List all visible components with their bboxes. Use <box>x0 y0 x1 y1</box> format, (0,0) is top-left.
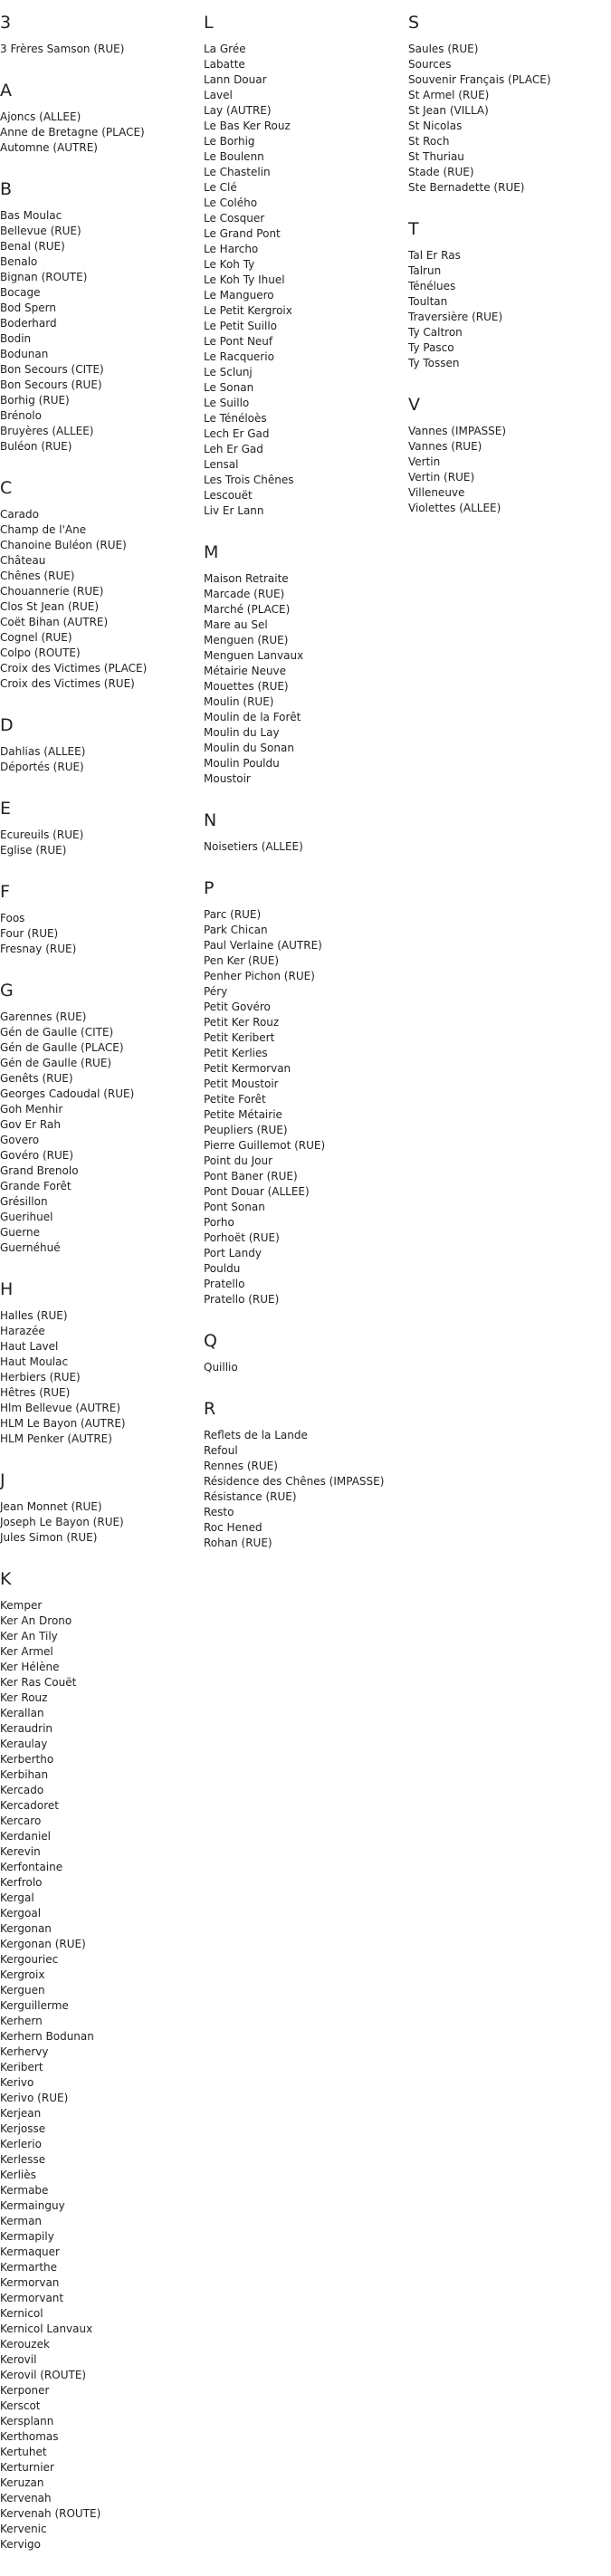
street-item: Kercadoret <box>0 1799 59 1812</box>
section-letter: F <box>0 882 10 902</box>
street-item: Ker Rouz <box>0 1691 48 1704</box>
street-item: Four (RUE) <box>0 927 59 940</box>
street-item: Kergonan <box>0 1922 52 1935</box>
street-item: Le Sonan <box>204 381 254 394</box>
street-item: Le Borhig <box>204 135 255 148</box>
street-item: Moulin (RUE) <box>204 695 274 708</box>
street-item: Bon Secours (CITE) <box>0 363 104 376</box>
street-item: Keruzan <box>0 2476 44 2489</box>
street-item: Métairie Neuve <box>204 665 287 677</box>
street-item: Lech Er Gad <box>204 427 270 440</box>
index-column-2 <box>204 13 405 1575</box>
letter-section <box>0 179 201 455</box>
street-item: Moustoir <box>204 772 251 785</box>
street-item: Kerlesse <box>0 2153 46 2166</box>
street-list <box>0 42 201 57</box>
street-item: Jean Monnet (RUE) <box>0 1500 102 1513</box>
street-item: Lann Douar <box>204 73 267 86</box>
street-item: Kerhervy <box>0 2045 49 2058</box>
street-item: Le Petit Kergroix <box>204 304 292 317</box>
street-item: Le Bas Ker Rouz <box>204 120 291 132</box>
street-item: Kermorvan <box>0 2276 60 2289</box>
street-item: Noisetiers (ALLEE) <box>204 840 303 853</box>
street-item: Pen Ker (RUE) <box>204 954 280 967</box>
letter-section <box>204 810 405 855</box>
street-item: Kerfrolo <box>0 1876 43 1889</box>
street-item: Haut Moulac <box>0 1355 69 1368</box>
street-item: Harazée <box>0 1325 45 1337</box>
street-item: Kerivo (RUE) <box>0 2092 69 2104</box>
street-item: Le Koh Ty Ihuel <box>204 273 285 286</box>
street-item: Croix des Victimes (PLACE) <box>0 662 148 675</box>
letter-section <box>204 1331 405 1375</box>
street-item: Brénolo <box>0 409 42 422</box>
street-item: Keraudrin <box>0 1722 53 1735</box>
street-list <box>0 110 201 156</box>
street-item: Kervenah <box>0 2492 52 2504</box>
street-item: Lensal <box>204 458 239 471</box>
street-item: Park Chican <box>204 924 268 936</box>
street-item: Guerihuel <box>0 1211 53 1223</box>
street-item: Le Suillo <box>204 397 250 409</box>
street-item: Leh Er Gad <box>204 443 263 455</box>
street-item: Bas Moulac <box>0 209 62 222</box>
street-item: Ty Tossen <box>408 357 460 369</box>
street-item: Petite Métairie <box>204 1108 282 1121</box>
street-item: Sources <box>408 58 452 71</box>
street-item: Kernicol Lanvaux <box>0 2322 93 2335</box>
street-item: Stade (RUE) <box>408 166 474 178</box>
street-list <box>204 1360 405 1375</box>
street-item: Reflets de la Lande <box>204 1429 308 1441</box>
section-letter: E <box>0 799 12 819</box>
street-item: Kerjosse <box>0 2122 46 2135</box>
street-item: Pont Baner (RUE) <box>204 1170 298 1183</box>
street-item: Kerlerio <box>0 2138 42 2150</box>
letter-section <box>0 13 201 57</box>
street-list <box>0 828 201 858</box>
street-item: Bodin <box>0 332 32 345</box>
street-item: Kercaro <box>0 1815 42 1827</box>
street-item: HLM Penker (AUTRE) <box>0 1432 112 1445</box>
street-item: Kerman <box>0 2215 43 2227</box>
street-item: Petit Kerlies <box>204 1047 268 1059</box>
street-item: Bon Secours (RUE) <box>0 378 102 391</box>
street-item: Kermaquer <box>0 2246 60 2258</box>
section-letter: B <box>0 179 13 199</box>
street-item: Pouldu <box>204 1262 241 1275</box>
street-item: Automne (AUTRE) <box>0 141 98 154</box>
street-item: Halles (RUE) <box>0 1309 68 1322</box>
street-item: Lavel <box>204 89 233 101</box>
street-item: Eglise (RUE) <box>0 844 67 857</box>
street-item: Le Ténéloès <box>204 412 267 425</box>
street-item: St Armel (RUE) <box>408 89 490 101</box>
street-item: Kervenah (ROUTE) <box>0 2507 101 2520</box>
street-item: Pont Sonan <box>204 1201 265 1213</box>
street-item: Buléon (RUE) <box>0 440 72 453</box>
street-list <box>0 507 201 692</box>
street-item: Résistance (RUE) <box>204 1490 297 1503</box>
street-item: Petit Kermorvan <box>204 1062 291 1075</box>
street-item: Le Sclunj <box>204 366 253 378</box>
street-item: Pratello <box>204 1278 245 1290</box>
street-item: Kermainguy <box>0 2199 65 2212</box>
street-item: La Grée <box>204 43 246 55</box>
street-item: Toultan <box>408 295 448 308</box>
street-item: Villeneuve <box>408 486 465 499</box>
letter-section <box>0 799 201 858</box>
street-item: Vannes (RUE) <box>408 440 482 453</box>
section-letter: D <box>0 715 14 735</box>
letter-section <box>0 715 201 775</box>
street-item: Kernicol <box>0 2307 43 2320</box>
street-item: Kergoal <box>0 1907 42 1920</box>
street-item: Kerscot <box>0 2399 41 2412</box>
street-item: 3 Frères Samson (RUE) <box>0 43 125 55</box>
street-item: Grande Forêt <box>0 1180 72 1192</box>
street-item: Le Harcho <box>204 243 259 255</box>
street-item: Kerhern <box>0 2015 43 2027</box>
street-item: Croix des Victimes (RUE) <box>0 677 135 690</box>
street-item: Ty Pasco <box>408 341 454 354</box>
letter-section <box>204 1399 405 1551</box>
street-item: Traversière (RUE) <box>408 311 503 323</box>
letter-section <box>408 219 609 371</box>
street-item: Kemper <box>0 1599 43 1612</box>
letter-section <box>0 81 201 156</box>
street-item: Violettes (ALLEE) <box>408 502 501 514</box>
index-column-1 <box>0 13 201 2576</box>
street-item: Kerallan <box>0 1707 44 1719</box>
section-letter: P <box>204 878 215 898</box>
section-letter: S <box>408 13 420 33</box>
section-letter: G <box>0 981 14 1001</box>
street-item: Parc (RUE) <box>204 908 262 921</box>
street-item: Kerbihan <box>0 1768 49 1781</box>
street-item: Liv Er Lann <box>204 504 264 517</box>
letter-section <box>204 13 405 519</box>
street-item: Keraulay <box>0 1738 48 1750</box>
street-item: Le Grand Pont <box>204 227 281 240</box>
street-item: Kertuhet <box>0 2446 47 2458</box>
street-item: Pratello (RUE) <box>204 1293 280 1306</box>
street-item: Champ de l'Ane <box>0 523 87 536</box>
street-item: Bellevue (RUE) <box>0 225 81 237</box>
street-item: Rennes (RUE) <box>204 1460 278 1472</box>
section-letter: R <box>204 1399 216 1419</box>
street-list <box>204 907 405 1307</box>
street-item: Le Colého <box>204 196 258 209</box>
street-item: Petit Govéro <box>204 1001 271 1013</box>
street-item: Maison Retraite <box>204 572 289 585</box>
street-item: Talrun <box>408 264 442 277</box>
letter-section <box>0 882 201 957</box>
street-item: Govero <box>0 1134 40 1146</box>
street-item: Kerliès <box>0 2169 36 2181</box>
street-item: Kerbertho <box>0 1753 54 1766</box>
street-item: Gov Er Rah <box>0 1118 61 1131</box>
street-item: Ker Armel <box>0 1645 53 1658</box>
street-item: Hlm Bellevue (AUTRE) <box>0 1402 121 1414</box>
street-item: Guerne <box>0 1226 40 1239</box>
street-item: Moulin du Lay <box>204 726 280 739</box>
street-item: Saules (RUE) <box>408 43 479 55</box>
street-item: Kercado <box>0 1784 44 1796</box>
street-item: Quillio <box>204 1361 238 1374</box>
street-item: Le Clé <box>204 181 237 194</box>
street-item: Kerjean <box>0 2107 42 2120</box>
index-column-3 <box>408 13 609 540</box>
street-item: Vannes (IMPASSE) <box>408 425 507 437</box>
street-item: Garennes (RUE) <box>0 1010 87 1023</box>
street-item: Péry <box>204 985 228 998</box>
street-item: Vertin (RUE) <box>408 471 475 484</box>
street-item: Porhoët (RUE) <box>204 1231 280 1244</box>
section-letter: J <box>0 1470 5 1490</box>
street-item: Anne de Bretagne (PLACE) <box>0 126 145 139</box>
street-item: Carado <box>0 508 39 521</box>
section-letter: M <box>204 542 219 562</box>
street-item: Kermabe <box>0 2184 49 2197</box>
street-item: St Roch <box>408 135 450 148</box>
street-item: Moulin de la Forêt <box>204 711 301 723</box>
section-letter: K <box>0 1569 12 1589</box>
street-list <box>0 1499 201 1546</box>
street-item: St Thuriau <box>408 150 464 163</box>
street-item: Jules Simon (RUE) <box>0 1531 98 1544</box>
street-item: Déportés (RUE) <box>0 761 84 773</box>
street-item: Kerovil <box>0 2353 37 2366</box>
section-letter: A <box>0 81 12 101</box>
street-item: Petit Ker Rouz <box>204 1016 280 1029</box>
street-list <box>408 424 609 516</box>
street-item: HLM Le Bayon (AUTRE) <box>0 1417 126 1430</box>
street-item: Kerfontaine <box>0 1861 63 1873</box>
street-item: Coët Bihan (AUTRE) <box>0 616 109 628</box>
street-item: Lescouët <box>204 489 253 502</box>
street-item: Ker An Drono <box>0 1614 72 1627</box>
street-item: Genêts (RUE) <box>0 1072 73 1085</box>
street-item: Bocage <box>0 286 41 299</box>
street-item: Rohan (RUE) <box>204 1537 272 1549</box>
street-item: Haut Lavel <box>0 1340 59 1353</box>
street-item: Chouannerie (RUE) <box>0 585 104 598</box>
street-item: Château <box>0 554 46 567</box>
letter-section <box>0 1569 201 2552</box>
street-item: Labatte <box>204 58 245 71</box>
street-item: Goh Menhir <box>0 1103 63 1116</box>
street-item: Fresnay (RUE) <box>0 943 77 955</box>
street-item: Ténélues <box>408 280 456 292</box>
street-item: Foos <box>0 912 25 924</box>
street-item: Keribert <box>0 2061 43 2073</box>
street-list <box>0 1308 201 1447</box>
street-item: Le Cosquer <box>204 212 265 225</box>
street-item: Gén de Gaulle (RUE) <box>0 1057 112 1069</box>
street-item: Guernéhué <box>0 1241 61 1254</box>
street-item: Tal Er Ras <box>408 249 461 262</box>
street-item: Lay (AUTRE) <box>204 104 272 117</box>
letter-section <box>204 878 405 1307</box>
street-item: Le Pont Neuf <box>204 335 273 348</box>
street-item: Paul Verlaine (AUTRE) <box>204 939 322 952</box>
street-list <box>204 1428 405 1551</box>
street-item: Marché (PLACE) <box>204 603 291 616</box>
section-letter: Q <box>204 1331 217 1351</box>
street-item: Ajoncs (ALLEE) <box>0 110 81 123</box>
letter-section <box>204 542 405 787</box>
street-item: Kergouriec <box>0 1953 59 1966</box>
street-item: Petit Moustoir <box>204 1077 279 1090</box>
street-item: Dahlias (ALLEE) <box>0 745 86 758</box>
section-letter: 3 <box>0 13 12 33</box>
street-item: Moulin du Sonan <box>204 742 294 754</box>
street-item: Chênes (RUE) <box>0 570 75 582</box>
street-item: Menguen (RUE) <box>204 634 289 646</box>
street-item: Les Trois Chênes <box>204 474 294 486</box>
street-item: Kerthomas <box>0 2430 59 2443</box>
street-item: Borhig (RUE) <box>0 394 70 407</box>
street-list <box>0 1010 201 1256</box>
street-item: Le Petit Suillo <box>204 320 277 332</box>
street-list <box>0 208 201 455</box>
street-item: Benalo <box>0 255 38 268</box>
street-item: Roc Hened <box>204 1521 263 1534</box>
street-list <box>204 571 405 787</box>
street-item: Kervigo <box>0 2538 41 2551</box>
street-item: Vertin <box>408 455 441 468</box>
section-letter: H <box>0 1279 14 1299</box>
street-item: Ker Hélène <box>0 1661 60 1673</box>
street-item: Kermarthe <box>0 2261 58 2274</box>
street-item: Kergal <box>0 1891 34 1904</box>
street-list <box>408 248 609 371</box>
street-item: Mare au Sel <box>204 618 268 631</box>
street-list <box>204 42 405 519</box>
section-letter: C <box>0 478 13 498</box>
street-item: Cognel (RUE) <box>0 631 72 644</box>
street-list <box>0 744 201 775</box>
street-item: Bruyères (ALLEE) <box>0 425 94 437</box>
street-item: Ecureuils (RUE) <box>0 828 84 841</box>
street-item: Kergonan (RUE) <box>0 1938 86 1950</box>
street-list <box>204 839 405 855</box>
letter-section <box>0 1279 201 1447</box>
street-list <box>0 911 201 957</box>
letter-section <box>0 478 201 692</box>
street-item: Ty Caltron <box>408 326 463 339</box>
street-item: Kerouzek <box>0 2338 50 2351</box>
letter-section <box>0 981 201 1256</box>
street-item: Bignan (ROUTE) <box>0 271 88 283</box>
street-item: Resto <box>204 1506 234 1518</box>
street-item: Colpo (ROUTE) <box>0 646 81 659</box>
street-item: Hêtres (RUE) <box>0 1386 71 1399</box>
street-item: Kerturnier <box>0 2461 54 2474</box>
street-item: Porho <box>204 1216 234 1229</box>
section-letter: V <box>408 395 420 415</box>
section-letter: N <box>204 810 217 830</box>
section-letter: T <box>408 219 419 239</box>
street-item: Ker An Tily <box>0 1630 58 1642</box>
street-item: Gén de Gaulle (CITE) <box>0 1026 114 1039</box>
street-item: Moulin Pouldu <box>204 757 280 770</box>
street-item: Marcade (RUE) <box>204 588 285 600</box>
street-item: Le Boulenn <box>204 150 264 163</box>
street-item: Résidence des Chênes (IMPASSE) <box>204 1475 385 1488</box>
street-item: Souvenir Français (PLACE) <box>408 73 551 86</box>
street-item: Boderhard <box>0 317 57 330</box>
street-item: Govéro (RUE) <box>0 1149 74 1162</box>
street-item: Gén de Gaulle (PLACE) <box>0 1041 124 1054</box>
street-list <box>0 1598 201 2552</box>
street-item: Le Manguero <box>204 289 274 302</box>
street-item: Bodunan <box>0 348 49 360</box>
street-item: Peupliers (RUE) <box>204 1124 288 1136</box>
street-item: Ker Ras Couët <box>0 1676 77 1689</box>
street-item: Kerguen <box>0 1984 45 1997</box>
street-item: Menguen Lanvaux <box>204 649 304 662</box>
street-item: Pierre Guillemot (RUE) <box>204 1139 326 1152</box>
street-item: Clos St Jean (RUE) <box>0 600 100 613</box>
street-item: Kermapily <box>0 2230 54 2243</box>
street-item: Le Koh Ty <box>204 258 255 271</box>
street-item: Point du Jour <box>204 1154 273 1167</box>
street-item: Petite Forêt <box>204 1093 266 1106</box>
street-item: Port Landy <box>204 1247 262 1259</box>
street-item: St Nicolas <box>408 120 463 132</box>
street-item: Kerhern Bodunan <box>0 2030 94 2043</box>
street-item: Kerivo <box>0 2076 34 2089</box>
letter-section <box>0 1470 201 1546</box>
street-item: Pont Douar (ALLEE) <box>204 1185 310 1198</box>
street-item: Penher Pichon (RUE) <box>204 970 315 982</box>
street-item: Kermorvant <box>0 2292 64 2304</box>
street-item: Georges Cadoudal (RUE) <box>0 1087 135 1100</box>
street-item: Chanoine Buléon (RUE) <box>0 539 127 551</box>
letter-section <box>408 13 609 196</box>
street-item: Le Chastelin <box>204 166 271 178</box>
street-item: Refoul <box>204 1444 238 1457</box>
street-item: St Jean (VILLA) <box>408 104 489 117</box>
street-item: Benal (RUE) <box>0 240 65 253</box>
street-item: Petit Keribert <box>204 1031 275 1044</box>
street-item: Kergroix <box>0 1968 45 1981</box>
street-item: Kerdaniel <box>0 1830 52 1843</box>
street-item: Kerguillerme <box>0 1999 69 2012</box>
street-item: Kerevin <box>0 1845 41 1858</box>
street-item: Kerponer <box>0 2384 50 2397</box>
street-item: Le Racquerio <box>204 350 274 363</box>
street-item: Kersplann <box>0 2415 54 2428</box>
street-item: Ste Bernadette (RUE) <box>408 181 525 194</box>
street-item: Bod Spern <box>0 302 56 314</box>
street-item: Kervenic <box>0 2523 47 2535</box>
street-item: Joseph Le Bayon (RUE) <box>0 1516 124 1528</box>
street-list <box>408 42 609 196</box>
street-item: Grésillon <box>0 1195 48 1208</box>
street-item: Mouettes (RUE) <box>204 680 289 693</box>
letter-section <box>408 395 609 516</box>
street-item: Grand Brenolo <box>0 1164 79 1177</box>
street-item: Kerovil (ROUTE) <box>0 2369 87 2381</box>
street-item: Herbiers (RUE) <box>0 1371 81 1384</box>
section-letter: L <box>204 13 214 33</box>
